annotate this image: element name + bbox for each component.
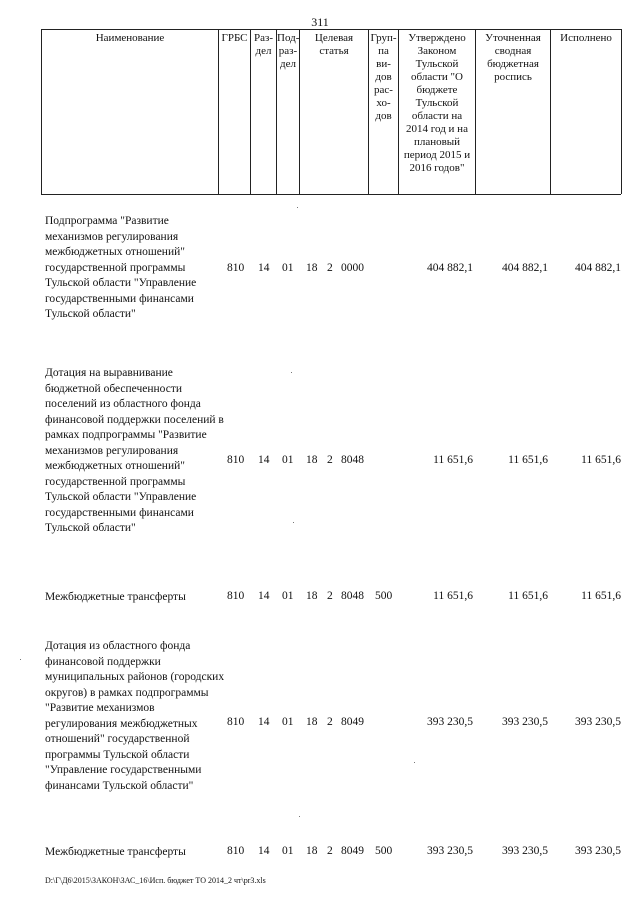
row-target-program: 18 xyxy=(306,845,318,857)
header-section: Раз- дел xyxy=(253,32,273,57)
row-executed: 11 651,6 xyxy=(581,590,621,602)
scan-speck xyxy=(293,522,294,523)
scan-speck xyxy=(299,816,300,817)
row-executed: 393 230,5 xyxy=(575,716,621,728)
row-refined: 393 230,5 xyxy=(502,716,548,728)
header-top-border xyxy=(41,29,621,30)
row-name: Межбюджетные трансферты xyxy=(45,591,186,603)
row-expense-group: 500 xyxy=(375,590,393,602)
row-target-code: 8049 xyxy=(341,845,364,857)
header-divider xyxy=(218,29,219,194)
row-target-code: 8048 xyxy=(341,590,364,602)
row-target-code: 8049 xyxy=(341,716,364,728)
row-section: 14 xyxy=(258,716,270,728)
row-approved: 404 882,1 xyxy=(427,262,473,274)
row-section: 14 xyxy=(258,262,270,274)
row-approved: 393 230,5 xyxy=(427,716,473,728)
header-divider xyxy=(550,29,551,194)
row-target-subprogram: 2 xyxy=(327,262,333,274)
row-target-code: 0000 xyxy=(341,262,364,274)
row-executed: 404 882,1 xyxy=(575,262,621,274)
page-number: 311 xyxy=(311,15,329,29)
header-grbs: ГРБС xyxy=(221,32,248,44)
scan-speck xyxy=(414,762,415,763)
row-target-subprogram: 2 xyxy=(327,845,333,857)
row-name: Дотация на выравнивание бюджетной обеспеченности поселений из областного фонда финансовой поддержки поселений в рамках подпрограммы "Развитие механизмов регулирования межбюджетных отношений" государственной программы Тульской области "Управление государственными финансами Тульской области" xyxy=(45,367,224,534)
row-grbs: 810 xyxy=(227,262,245,274)
header-refined: Уточненная сводная бюджетная роспись xyxy=(485,32,541,83)
row-subsection: 01 xyxy=(282,590,294,602)
row-target-code: 8048 xyxy=(341,454,364,466)
row-refined: 393 230,5 xyxy=(502,845,548,857)
row-grbs: 810 xyxy=(227,454,245,466)
row-name: Дотация из областного фонда финансовой поддержки муниципальных районов (городских округов) в рамках подпрограммы "Развитие механизмов регулирования межбюджетных отношений" государственной программы Тульской области "Управление государственными финансами Тульской области" xyxy=(45,640,225,792)
row-section: 14 xyxy=(258,845,270,857)
header-subsection: Под- раз- дел xyxy=(277,32,300,70)
row-target-program: 18 xyxy=(306,262,318,274)
row-section: 14 xyxy=(258,454,270,466)
row-approved: 393 230,5 xyxy=(427,845,473,857)
scan-speck xyxy=(20,659,21,660)
header-divider xyxy=(41,29,42,194)
row-target-program: 18 xyxy=(306,454,318,466)
row-approved: 11 651,6 xyxy=(433,454,473,466)
header-executed: Исполнено xyxy=(560,32,612,44)
row-target-subprogram: 2 xyxy=(327,590,333,602)
row-target-program: 18 xyxy=(306,716,318,728)
row-target-subprogram: 2 xyxy=(327,454,333,466)
row-approved: 11 651,6 xyxy=(433,590,473,602)
header-expense-group: Груп- па ви- дов рас- хо- дов xyxy=(370,32,397,122)
scan-speck xyxy=(291,372,292,373)
row-section: 14 xyxy=(258,590,270,602)
header-target-article: Целевая статья xyxy=(314,32,354,57)
row-name: Межбюджетные трансферты xyxy=(45,846,186,858)
scan-speck xyxy=(297,207,298,208)
header-name: Наименование xyxy=(95,32,165,44)
row-target-program: 18 xyxy=(306,590,318,602)
row-refined: 404 882,1 xyxy=(502,262,548,274)
row-subsection: 01 xyxy=(282,454,294,466)
row-refined: 11 651,6 xyxy=(508,590,548,602)
file-path-footer: D:\Г\Д6\2015\ЗАКОН\ЗАС_16\Исп. бюджет ТО 2014_2 чт\pr3.xls xyxy=(45,876,266,885)
row-subsection: 01 xyxy=(282,716,294,728)
row-executed: 393 230,5 xyxy=(575,845,621,857)
header-divider xyxy=(621,29,622,194)
row-grbs: 810 xyxy=(227,845,245,857)
row-refined: 11 651,6 xyxy=(508,454,548,466)
row-name: Подпрограмма "Развитие механизмов регулирования межбюджетных отношений" государственной программы Тульской области "Управление государственными финансами Тульской области" xyxy=(45,215,197,320)
row-target-subprogram: 2 xyxy=(327,716,333,728)
header-approved: Утверждено Законом Тульской области "О бюджете Тульской области на 2014 год и на плановый период 2015 и 2016 годов" xyxy=(403,32,471,174)
row-grbs: 810 xyxy=(227,590,245,602)
row-subsection: 01 xyxy=(282,845,294,857)
row-grbs: 810 xyxy=(227,716,245,728)
header-bottom-border xyxy=(41,194,621,195)
row-subsection: 01 xyxy=(282,262,294,274)
row-expense-group: 500 xyxy=(375,845,393,857)
row-executed: 11 651,6 xyxy=(581,454,621,466)
